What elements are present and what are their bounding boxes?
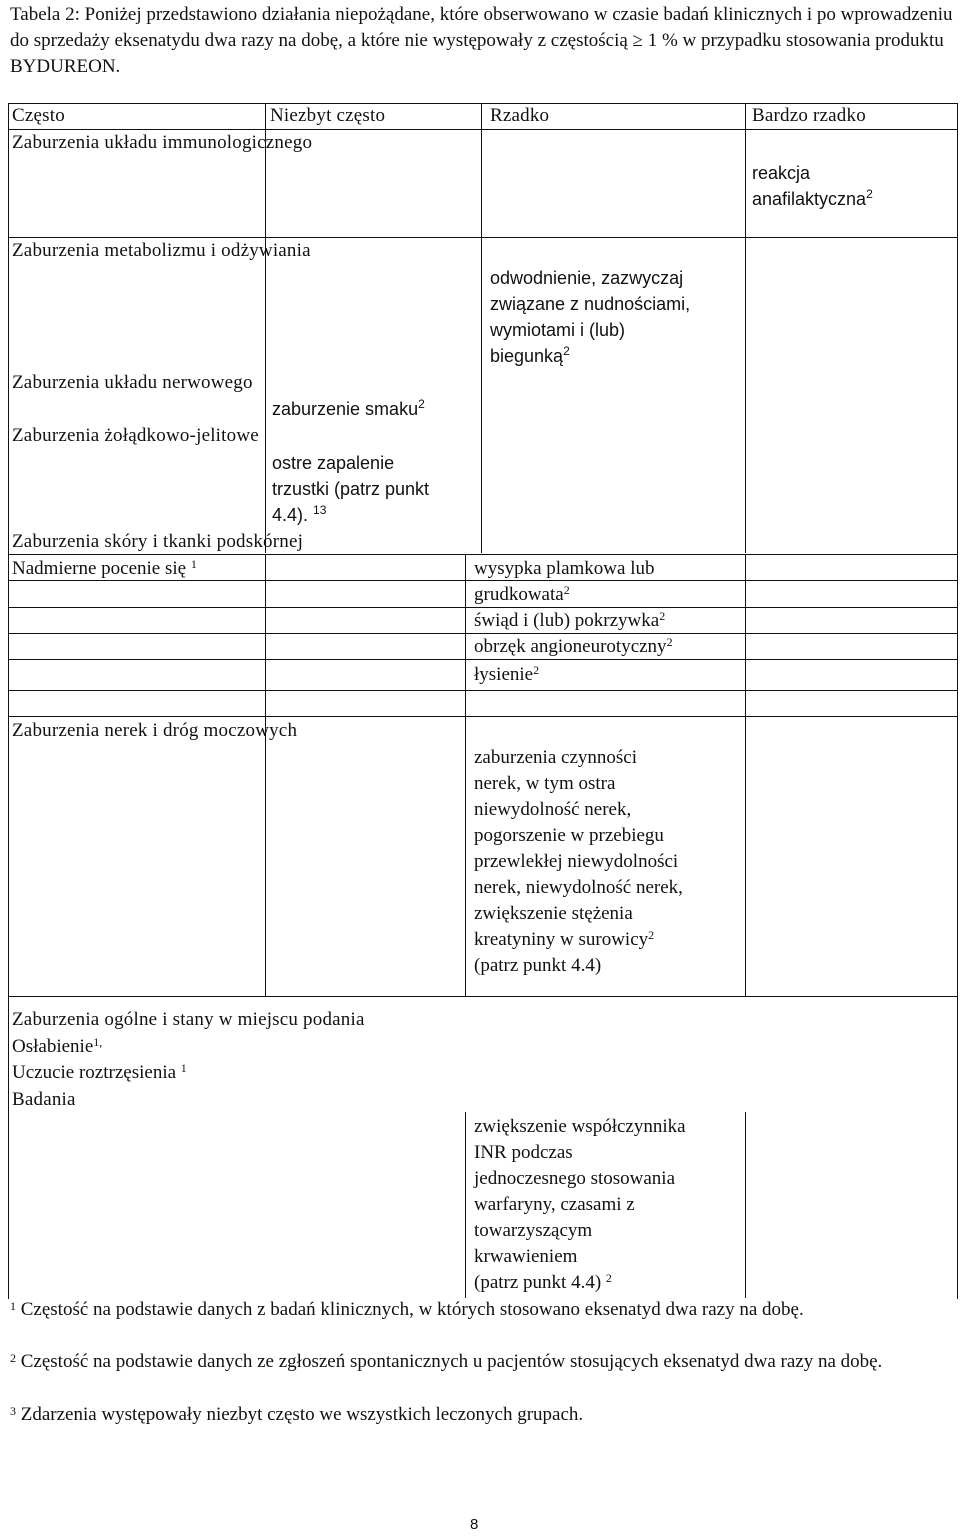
sup-asthenia: 1,: [93, 1035, 103, 1049]
cell-taste: zaburzenie smaku$^2$: [272, 397, 425, 419]
cell-jittery: Uczucie roztrzęsienia $^1$: [12, 1061, 187, 1083]
cell-renal-6: nerek, niewydolność nerek,: [474, 877, 683, 898]
cell-anaphylaxis-1: reakcja: [752, 163, 811, 183]
sup-sweating: 1: [190, 557, 197, 571]
cell-inr-4: warfaryny, czasami z: [474, 1194, 635, 1215]
sup-rash: 2: [563, 583, 570, 597]
header-very-rare: Bardzo rzadko: [752, 105, 866, 126]
cell-renal-1: zaburzenia czynności: [474, 747, 637, 768]
cell-renal-4: pogorszenie w przebiegu: [474, 825, 664, 846]
section-immune: Zaburzenia układu immunologicznego: [12, 132, 313, 153]
cell-pancreatitis-2: trzustki (patrz punkt: [272, 479, 430, 499]
cell-pruritus: świąd i (lub) pokrzywka$^2$: [474, 609, 666, 631]
cell-inr-2: INR podczas: [474, 1142, 573, 1163]
cell-alopecia: łysienie$^2$: [474, 663, 540, 685]
caption-symbol: ≥: [632, 30, 643, 51]
footnote-3-num: 3: [10, 1404, 16, 1418]
cell-pancreatitis-1: ostre zapalenie: [272, 453, 395, 473]
section-general: Zaburzenia ogólne i stany w miejscu podania: [12, 1009, 365, 1030]
cell-asthenia: Osłabienie$^{1,}$: [12, 1035, 103, 1057]
cell-dehydration-3: wymiotami i (lub): [490, 320, 626, 340]
cell-dehydration-2: związane z nudnościami,: [490, 294, 691, 314]
cell-renal-7: zwiększenie stężenia: [474, 903, 633, 924]
cell-renal-8: kreatyniny w surowicy$^2$: [474, 928, 655, 950]
caption-text-2: 1 % w przypadku stosowania produktu BYDUREON.: [10, 30, 944, 77]
cell-rash-2: grudkowata$^2$: [474, 583, 570, 605]
cell-anaphylaxis-2: anafilaktyczna$^2$: [752, 187, 873, 209]
cell-renal-2: nerek, w tym ostra: [474, 773, 616, 794]
cell-renal-3: niewydolność nerek,: [474, 799, 632, 820]
footnote-1-num: 1: [10, 1299, 16, 1313]
section-metabolism: Zaburzenia metabolizmu i odżywiania: [12, 240, 311, 261]
cell-inr-1: zwiększenie współczynnika: [474, 1116, 686, 1137]
cell-inr-7: (patrz punkt 4.4) $^2$: [474, 1271, 612, 1293]
section-renal: Zaburzenia nerek i dróg moczowych: [12, 720, 298, 741]
sup-alopecia: 2: [533, 663, 540, 677]
cell-inr-5: towarzyszącym: [474, 1220, 593, 1241]
cell-dehydration-4: biegunką$^2$: [490, 344, 570, 366]
sup-anaphylaxis: 2: [866, 187, 873, 201]
footnote-2-text: Częstość na podstawie danych ze zgłoszeń spontanicznych u pacjentów stosujących eksenatyd dwa razy na dobę.: [20, 1351, 883, 1372]
sup-jittery: 1: [180, 1061, 187, 1075]
cell-inr-6: krwawieniem: [474, 1246, 578, 1267]
sup-taste: 2: [418, 397, 425, 411]
cell-inr-3: jednoczesnego stosowania: [474, 1168, 676, 1189]
section-skin: Zaburzenia skóry i tkanki podskórnej: [12, 531, 304, 552]
cell-dehydration-1: odwodnienie, zazwyczaj: [490, 268, 684, 288]
footnote-3-text: Zdarzenia występowały niezbyt często we wszystkich leczonych grupach.: [20, 1404, 584, 1425]
sup-pruritus: 2: [659, 609, 666, 623]
footnote-3: [10, 1402, 955, 1428]
header-uncommon: Niezbyt często: [270, 105, 386, 126]
caption-text-1: Tabela 2: Poniżej przedstawiono działania niepożądane, które obserwowano w czasie badań klinicznych i po wprowadzeniu do sprzedaży eksenatydu dwa razy na dobę, a które nie występowały z częstością: [10, 4, 953, 51]
footnote-1: [10, 1297, 955, 1323]
cell-renal-5: przewlekłej niewydolności: [474, 851, 679, 872]
footnote-2-num: 2: [10, 1351, 16, 1365]
sup-angioedema: 2: [666, 635, 673, 649]
sup-dehydration: 2: [563, 344, 570, 358]
footnote-2: [10, 1349, 955, 1375]
table-caption: [10, 2, 955, 80]
cell-renal-9: (patrz punkt 4.4): [474, 955, 602, 976]
footnote-1-text: Częstość na podstawie danych z badań klinicznych, w których stosowano eksenatyd dwa razy na dobę.: [20, 1299, 804, 1320]
sup-renal: 2: [648, 928, 655, 942]
header-often: Często: [12, 105, 65, 126]
sup-pancreatitis: 13: [313, 503, 327, 517]
section-nervous: Zaburzenia układu nerwowego: [12, 372, 253, 393]
header-rare: Rzadko: [490, 105, 550, 126]
cell-pancreatitis-3: 4.4). $^{13}$: [272, 503, 327, 525]
section-gastro: Zaburzenia żołądkowo-jelitowe: [12, 425, 259, 446]
cell-rash-1: wysypka plamkowa lub: [474, 558, 655, 579]
page-number: 8: [470, 1516, 479, 1533]
sup-inr: 2: [605, 1271, 612, 1285]
cell-sweating: Nadmierne pocenie się $^1$: [12, 557, 197, 579]
cell-angioedema: obrzęk angioneurotyczny$^2$: [474, 635, 673, 657]
section-investigations: Badania: [12, 1089, 76, 1110]
